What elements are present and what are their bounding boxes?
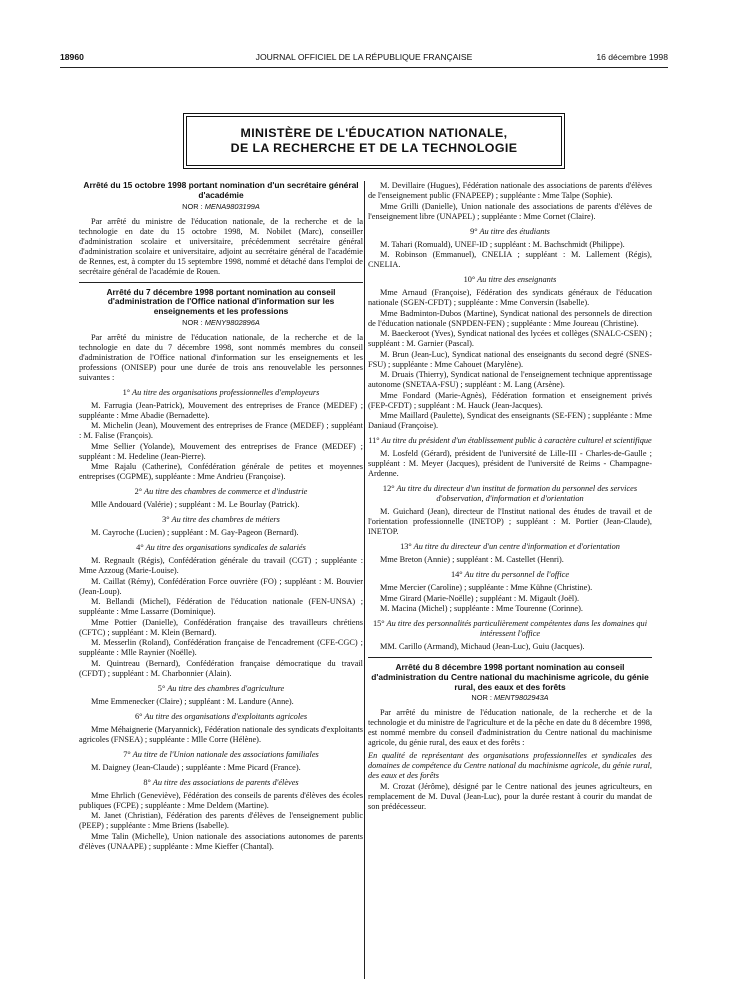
list-item: Mme Fondard (Marie-Agnès), Fédération formation et enseignement privés (FEP-CFDT) ; suppléant : M. Hauck (Jean-Jacques).: [368, 390, 652, 410]
list-item: Mme Mercier (Caroline) ; suppléante : Mme Kühne (Christine).: [380, 583, 593, 592]
list-item: Mme Breton (Annie) ; suppléant : M. Castellet (Henri).: [380, 555, 564, 564]
ministry-heading: [186, 116, 562, 166]
arrete-body: Par arrêté du ministre de l'éducation nationale, de la recherche et de la technologie et du ministre de l'agriculture et de la pêche en date du 8 décembre 1998, est nommé membre du conseil d'administration du Centre national du machinisme agricole, du génie rural, des eaux et des forêts :: [368, 708, 652, 748]
section-heading: 2° Au titre des chambres de commerce et d'industrie: [134, 487, 308, 497]
ministry-line-1: MINISTÈRE DE L'ÉDUCATION NATIONALE,: [240, 126, 508, 140]
arrete-title: Arrêté du 15 octobre 1998 portant nomination d'un secrétaire général d'académie: [83, 181, 359, 200]
list-item: MM. Carillo (Armand), Michaud (Jean-Luc), Guiu (Jacques).: [380, 642, 585, 651]
list-item: M. Janet (Christian), Fédération des parents d'élèves de l'enseignement public (PEEP) ; suppléante : Mme Briens (Isabelle).: [79, 811, 363, 831]
issue-date: 16 décembre 1998: [596, 52, 668, 62]
list-item: Mme Sellier (Yolande), Mouvement des entreprises de France (MEDEF) ; suppléant : M. Hedeline (Jean-Pierre).: [79, 441, 363, 461]
list-item: M. Quintreau (Bernard), Confédération française démocratique du travail (CFDT) ; suppléant : M. Charbonnier (Alain).: [79, 658, 363, 678]
section-heading: 10° Au titre des enseignants: [463, 275, 557, 284]
list-item: M. Messerlin (Roland), Confédération française de l'encadrement (CFE-CGC) ; suppléante : Mlle Raynier (Noëlle).: [79, 638, 363, 658]
list-item: M. Farrugia (Jean-Patrick), Mouvement des entreprises de France (MEDEF) ; suppléante : Mme Abadie (Bernadette).: [79, 400, 363, 420]
list-item: M. Bellandi (Michel), Fédération de l'éducation nationale (FEN-UNSA) ; suppléante : Mme Lassarre (Dominique).: [79, 597, 363, 617]
list-item: M. Robinson (Emmanuel), CNELIA ; suppléant : M. Lallement (Régis), CNELIA.: [368, 250, 652, 269]
list-item: Mme Méhaignerie (Maryannick), Fédération nationale des syndicats d'exploitants agricoles (FNSEA) ; suppléante : Mlle Corre (Hélène).: [79, 724, 363, 744]
list-item: Mme Girard (Marie-Noëlle) ; suppléant : M. Migault (Joël).: [380, 593, 580, 603]
list-item: Mme Rajalu (Catherine), Confédération générale de petites et moyennes entreprises (CGPME), suppléante : Mme Andrieu (Françoise).: [79, 462, 363, 482]
section-heading: 12° Au titre du directeur d'un institut de formation du personnel des services d'observation, d'information et d'orientation: [382, 484, 638, 503]
section-heading: 1° Au titre des organisations professionnelles d'employeurs: [122, 387, 320, 397]
nor-reference: NOR : MENY9802896A: [182, 317, 260, 327]
section-heading: 4° Au titre des organisations syndicales de salariés: [136, 543, 306, 553]
list-item: M. Macina (Michel) ; suppléante : Mme Tourenne (Corinne).: [380, 604, 583, 613]
section-heading: 13° Au titre du directeur d'un centre d'information et d'orientation: [400, 542, 620, 551]
section-heading: 3° Au titre des chambres de métiers: [162, 515, 280, 525]
ministry-line-2: DE LA RECHERCHE ET DE LA TECHNOLOGIE: [230, 141, 518, 155]
right-column: [368, 181, 652, 981]
section-separator: [368, 657, 652, 658]
section-heading: 14° Au titre du personnel de l'office: [450, 570, 570, 579]
section-heading: 11° Au titre du président d'un établissement public à caractère culturel et scientifique: [368, 436, 652, 445]
list-item: M. Caillat (Rémy), Confédération Force ouvrière (FO) ; suppléant : M. Bouvier (Jean-Loup).: [79, 576, 363, 596]
list-item: M. Tahari (Romuald), UNEF-ID ; suppléant : M. Bachschmidt (Philippe).: [380, 239, 625, 249]
page-number: 18960: [60, 52, 84, 62]
arrete-title: Arrêté du 8 décembre 1998 portant nomination au conseil d'administration du Centre national du machinisme agricole, du génie rural, des eaux et des forêts: [371, 662, 649, 692]
list-item: M. Losfeld (Gérard), président de l'université de Lille-III - Charles-de-Gaulle ; suppléant : M. Meyer (Jacques), président de l'université de Reims - Champagne-Ardenne.: [368, 449, 652, 478]
page-header: [60, 52, 668, 66]
column-rule: [364, 181, 365, 979]
list-item: Mme Talin (Michelle), Union nationale des associations autonomes de parents d'élèves (UNAAPE) ; suppléante : Mme Kieffer (Chantal).: [79, 831, 363, 851]
left-column: [79, 181, 363, 981]
list-item: Mlle Andouard (Valérie) ; suppléant : M. Le Bourlay (Patrick).: [91, 500, 300, 510]
journal-title: JOURNAL OFFICIEL DE LA RÉPUBLIQUE FRANÇAISE: [255, 52, 473, 62]
list-item: Mme Maillard (Paulette), Syndicat des enseignants (SE-FEN) ; suppléante : Mme Daniaud (Françoise).: [368, 411, 652, 430]
section-heading: 8° Au titre des associations de parents d'élèves: [143, 777, 299, 787]
list-item: M. Guichard (Jean), directeur de l'Institut national des études de travail et de l'orientation professionnelle (INETOP) ; suppléant : M. Portier (Jean-Claude), INETOP.: [368, 507, 652, 536]
section-heading: 5° Au titre des chambres d'agriculture: [157, 683, 285, 693]
list-item: Mme Emmenecker (Claire) ; suppléant : M. Landure (Anne).: [91, 696, 294, 706]
list-item: M. Crozat (Jérôme), désigné par le Centre national des jeunes agriculteurs, en remplacement de M. Duval (Jean-Luc), pour la durée restant à courir du mandat de son prédécesseur.: [368, 782, 652, 812]
arrete-body: Par arrêté du ministre de l'éducation nationale, de la recherche et de la technologie en date du 15 octobre 1998, M. Nobilet (Marc), conseiller d'administration scolaire et universitaire, précédemment secrétaire général d'administration scolaire et universitaire, adjoint au secrétaire général de l'académie de Rennes, est, à compter du 15 septembre 1998, nommé et détaché dans l'emploi de secrétaire général de l'académie de Rouen.: [79, 216, 363, 276]
section-heading: 9° Au titre des étudiants: [470, 226, 550, 236]
nor-reference: NOR : MENA9803199A: [182, 201, 260, 211]
list-item: Mme Arnaud (Françoise), Fédération des syndicats généraux de l'éducation nationale (SGEN-CFDT) ; suppléante : Mme Conversin (Isabelle).: [368, 288, 652, 307]
nor-reference: NOR : MENT9802943A: [471, 693, 549, 703]
list-item: Mme Ehrlich (Geneviève), Fédération des conseils de parents d'élèves des écoles publiques (FCPE) ; suppléante : Mme Deldem (Martine).: [79, 790, 363, 810]
arrete-body: Par arrêté du ministre de l'éducation nationale, de la recherche et de la technologie en date du 7 décembre 1998, sont nommés membres du conseil d'administration de l'Office national d'information sur les enseignements et les professions (ONISEP) pour une durée de trois ans renouvelable les personnes suivantes :: [79, 332, 363, 382]
list-item: Mme Grilli (Danielle), Union nationale des associations de parents d'élèves de l'enseignement libre (UNAPEL) ; suppléante : Mme Cornet (Claire).: [368, 201, 652, 221]
section-heading: 6° Au titre des organisations d'exploitants agricoles: [134, 711, 308, 721]
header-rule: [60, 67, 668, 68]
arrete-title: Arrêté du 7 décembre 1998 portant nomination au conseil d'administration de l'Office national d'information sur les enseignements et les professions: [106, 286, 336, 317]
section-separator: [79, 282, 363, 283]
list-item: M. Daigney (Jean-Claude) ; suppléante : Mme Picard (France).: [91, 762, 301, 772]
list-item: M. Brun (Jean-Luc), Syndicat national des enseignants du second degré (SNES-FSU) ; suppléante : Mme Cahouet (Marylène).: [368, 349, 652, 369]
list-item: M. Druais (Thierry), Syndicat national de l'enseignement technique apprentissage autonome (SNETAA-FSU) ; suppléant : M. Lang (Arsène).: [368, 370, 652, 389]
list-item: M. Baeckeroot (Yves), Syndicat national des lycées et collèges (SNALC-CSEN) ; suppléant : M. Garnier (Pascal).: [368, 329, 652, 348]
arrete-intro: En qualité de représentant des organisations professionnelles et syndicales des domaines de compétence du Centre national du machinisme agricole, du génie rural, des eaux et des forêts: [368, 751, 652, 781]
list-item: M. Devillaire (Hugues), Fédération nationale des associations de parents d'élèves de l'enseignement public (FNAPEEP) ; suppléante : Mme Talpe (Sophie).: [368, 181, 652, 200]
section-heading: 7° Au titre de l'Union nationale des associations familiales: [123, 749, 319, 759]
list-item: M. Regnault (Régis), Confédération générale du travail (CGT) ; suppléante : Mme Azzoug (Marie-Louise).: [79, 556, 363, 576]
list-item: M. Cayroche (Lucien) ; suppléant : M. Gay-Pageon (Bernard).: [91, 528, 299, 538]
list-item: Mme Pottier (Danielle), Confédération française des travailleurs chrétiens (CFTC) ; suppléant : M. Klein (Bernard).: [79, 617, 363, 637]
list-item: M. Michelin (Jean), Mouvement des entreprises de France (MEDEF) ; suppléant : M. Falise (François).: [79, 421, 363, 441]
list-item: Mme Badminton-Dubos (Martine), Syndicat national des personnels de direction de l'éducation nationale (SNPDEN-FEN) ; suppléante : Mme Joureau (Christine).: [368, 308, 652, 328]
section-heading: 15° Au titre des personnalités particulièrement compétentes dans les domaines qui intéressent l'office: [372, 619, 648, 638]
